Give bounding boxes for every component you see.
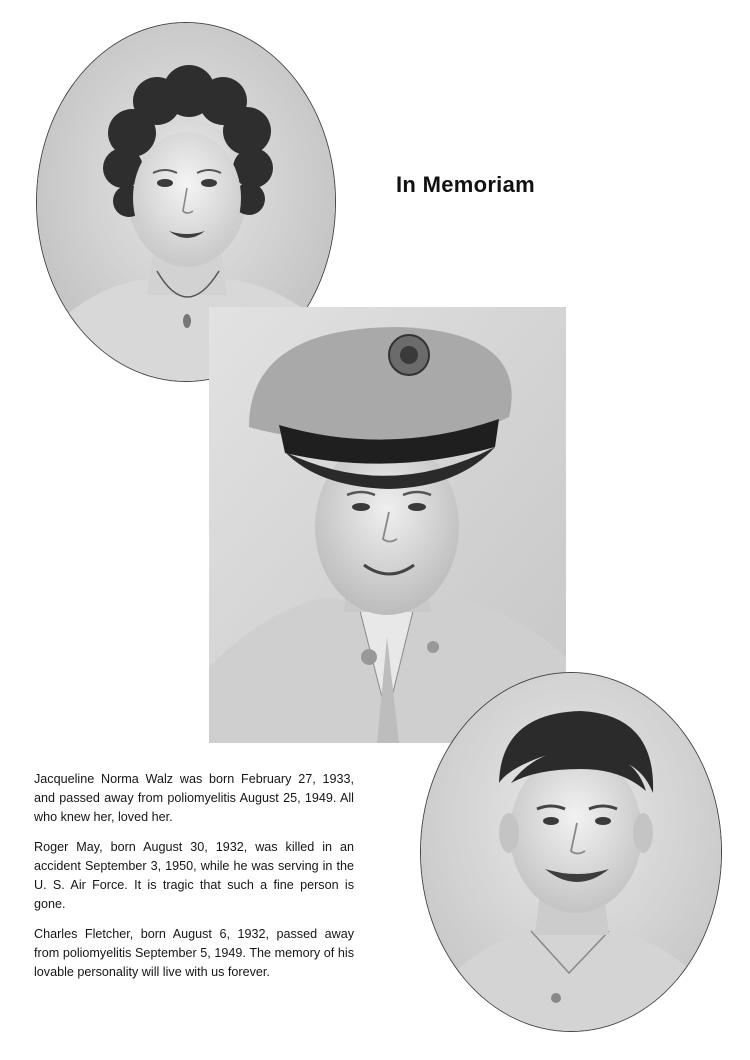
portrait-may-image [209, 307, 566, 743]
page-title: In Memoriam [396, 172, 535, 197]
memorial-text-block [34, 770, 354, 993]
portrait-photo-fletcher [420, 672, 722, 1032]
memorial-may-text: Roger May, born August 30, 1932, was killed in an accident September 3, 1950, while he was serving in the U. S. Air Force. It is tragic that such a fine person is gone. [34, 840, 354, 911]
memorial-walz-text: Jacqueline Norma Walz was born February 27, 1933, and passed away from poliomyelitis August 25, 1949. All who knew her, loved her. [34, 772, 354, 824]
portrait-photo-may [209, 307, 566, 743]
portrait-fletcher-image [421, 673, 721, 1031]
memorial-fletcher-text: Charles Fletcher, born August 6, 1932, passed away from poliomyelitis September 5, 1949. The memory of his lovable personality will live with us forever. [34, 927, 354, 979]
